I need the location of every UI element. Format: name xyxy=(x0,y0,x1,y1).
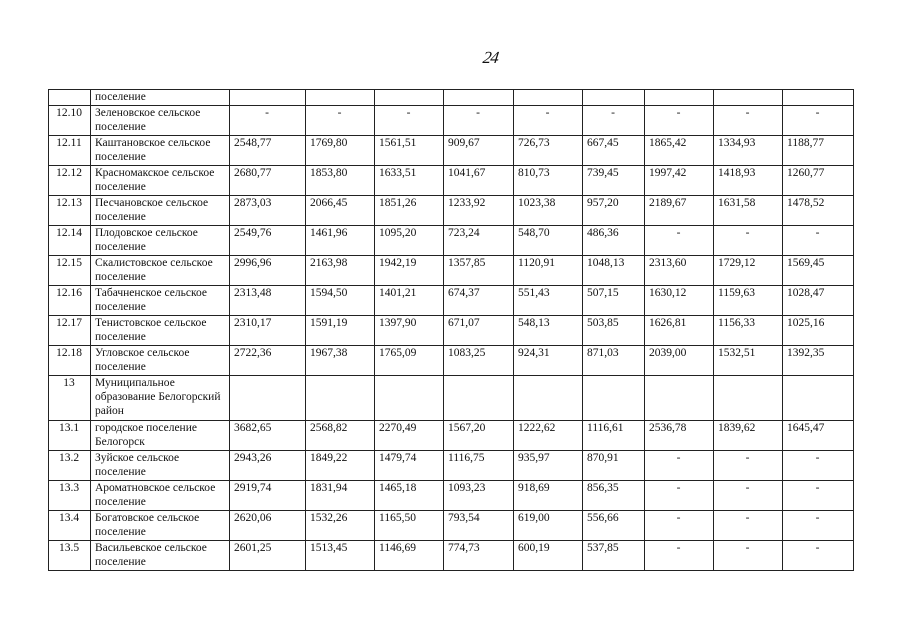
value-cell: 918,69 xyxy=(514,481,583,511)
value-cell xyxy=(230,376,306,421)
value-cell xyxy=(375,90,444,106)
value-cell: 1095,20 xyxy=(375,226,444,256)
table-row xyxy=(49,286,854,316)
table-row xyxy=(49,196,854,226)
value-cell: 1093,23 xyxy=(444,481,514,511)
table-row xyxy=(49,511,854,541)
value-cell: 1532,51 xyxy=(714,346,783,376)
value-cell: 1729,12 xyxy=(714,256,783,286)
value-cell: - xyxy=(645,481,714,511)
row-number-cell: 12.18 xyxy=(49,346,91,376)
settlement-name-cell: поселение xyxy=(91,90,230,106)
value-cell: - xyxy=(783,451,854,481)
value-cell: 739,45 xyxy=(583,166,645,196)
table-row xyxy=(49,376,854,421)
value-cell: 774,73 xyxy=(444,541,514,571)
value-cell xyxy=(514,376,583,421)
value-cell: 1334,93 xyxy=(714,136,783,166)
value-cell: 1839,62 xyxy=(714,421,783,451)
value-cell: 1392,35 xyxy=(783,346,854,376)
value-cell: 1532,26 xyxy=(306,511,375,541)
value-cell: - xyxy=(444,106,514,136)
table-row xyxy=(49,256,854,286)
value-cell: 2601,25 xyxy=(230,541,306,571)
value-cell: 870,91 xyxy=(583,451,645,481)
value-cell: 1591,19 xyxy=(306,316,375,346)
value-cell: 1849,22 xyxy=(306,451,375,481)
value-cell: 2039,00 xyxy=(645,346,714,376)
value-cell: 1997,42 xyxy=(645,166,714,196)
value-cell: 2189,67 xyxy=(645,196,714,226)
value-cell: 1561,51 xyxy=(375,136,444,166)
value-cell: - xyxy=(714,451,783,481)
value-cell: - xyxy=(645,451,714,481)
value-cell: 1116,75 xyxy=(444,451,514,481)
value-cell xyxy=(230,90,306,106)
value-cell: - xyxy=(783,106,854,136)
value-cell: - xyxy=(783,481,854,511)
value-cell: 1626,81 xyxy=(645,316,714,346)
value-cell: 2680,77 xyxy=(230,166,306,196)
value-cell: - xyxy=(645,511,714,541)
value-cell xyxy=(306,376,375,421)
value-cell xyxy=(714,90,783,106)
table-row xyxy=(49,421,854,451)
value-cell: 909,67 xyxy=(444,136,514,166)
value-cell: 726,73 xyxy=(514,136,583,166)
value-cell xyxy=(783,376,854,421)
value-cell: 1146,69 xyxy=(375,541,444,571)
value-cell xyxy=(306,90,375,106)
value-cell: - xyxy=(645,541,714,571)
row-number-cell: 12.12 xyxy=(49,166,91,196)
value-cell: 1479,74 xyxy=(375,451,444,481)
settlement-name-cell: городское поселение Белогорск xyxy=(91,421,230,451)
value-cell xyxy=(583,90,645,106)
value-cell xyxy=(714,376,783,421)
value-cell: 1831,94 xyxy=(306,481,375,511)
value-cell: 548,13 xyxy=(514,316,583,346)
value-cell: 2943,26 xyxy=(230,451,306,481)
value-cell xyxy=(645,90,714,106)
value-cell xyxy=(583,376,645,421)
table-row xyxy=(49,481,854,511)
value-cell: 2163,98 xyxy=(306,256,375,286)
value-cell: 856,35 xyxy=(583,481,645,511)
value-cell: 871,03 xyxy=(583,346,645,376)
value-cell: 1159,63 xyxy=(714,286,783,316)
value-cell: 1048,13 xyxy=(583,256,645,286)
value-cell: 935,97 xyxy=(514,451,583,481)
settlement-name-cell: Ароматновское сельское поселение xyxy=(91,481,230,511)
value-cell: 2270,49 xyxy=(375,421,444,451)
value-cell: 2722,36 xyxy=(230,346,306,376)
value-cell: 1630,12 xyxy=(645,286,714,316)
value-cell: 2548,77 xyxy=(230,136,306,166)
table-row xyxy=(49,136,854,166)
value-cell: - xyxy=(645,226,714,256)
value-cell: 1967,38 xyxy=(306,346,375,376)
value-cell: 1461,96 xyxy=(306,226,375,256)
value-cell: 667,45 xyxy=(583,136,645,166)
value-cell: 1222,62 xyxy=(514,421,583,451)
settlement-name-cell: Зеленовское сельское поселение xyxy=(91,106,230,136)
value-cell: 2568,82 xyxy=(306,421,375,451)
value-cell: 1631,58 xyxy=(714,196,783,226)
value-cell: 2549,76 xyxy=(230,226,306,256)
row-number-cell: 12.17 xyxy=(49,316,91,346)
value-cell: 1569,45 xyxy=(783,256,854,286)
value-cell: 2313,60 xyxy=(645,256,714,286)
value-cell: 1853,80 xyxy=(306,166,375,196)
value-cell: - xyxy=(375,106,444,136)
settlement-name-cell: Тенистовское сельское поселение xyxy=(91,316,230,346)
value-cell: 1028,47 xyxy=(783,286,854,316)
table-row xyxy=(49,451,854,481)
value-cell: 1025,16 xyxy=(783,316,854,346)
value-cell: - xyxy=(583,106,645,136)
settlement-name-cell: Угловское сельское поселение xyxy=(91,346,230,376)
table-row xyxy=(49,541,854,571)
settlement-name-cell: Красномакское сельское поселение xyxy=(91,166,230,196)
row-number-cell: 13.4 xyxy=(49,511,91,541)
value-cell: 671,07 xyxy=(444,316,514,346)
value-cell xyxy=(375,376,444,421)
value-cell: - xyxy=(306,106,375,136)
value-cell: 1865,42 xyxy=(645,136,714,166)
value-cell: 1513,45 xyxy=(306,541,375,571)
value-cell: 1401,21 xyxy=(375,286,444,316)
row-number-cell: 12.11 xyxy=(49,136,91,166)
value-cell: 2536,78 xyxy=(645,421,714,451)
value-cell: 2873,03 xyxy=(230,196,306,226)
value-cell: - xyxy=(783,511,854,541)
value-cell: 619,00 xyxy=(514,511,583,541)
row-number-cell: 12.14 xyxy=(49,226,91,256)
settlement-name-cell: Табачненское сельское поселение xyxy=(91,286,230,316)
value-cell: - xyxy=(645,106,714,136)
value-cell: 1156,33 xyxy=(714,316,783,346)
value-cell: 3682,65 xyxy=(230,421,306,451)
value-cell: 1418,93 xyxy=(714,166,783,196)
value-cell: - xyxy=(714,481,783,511)
value-cell: - xyxy=(230,106,306,136)
settlement-name-cell: Зуйское сельское поселение xyxy=(91,451,230,481)
value-cell: 2996,96 xyxy=(230,256,306,286)
settlement-name-cell: Плодовское сельское поселение xyxy=(91,226,230,256)
value-cell: 1188,77 xyxy=(783,136,854,166)
value-cell: 1397,90 xyxy=(375,316,444,346)
value-cell: 1478,52 xyxy=(783,196,854,226)
value-cell: 2620,06 xyxy=(230,511,306,541)
settlement-name-cell: Песчановское сельское поселение xyxy=(91,196,230,226)
value-cell: 1041,67 xyxy=(444,166,514,196)
value-cell: - xyxy=(514,106,583,136)
value-cell xyxy=(514,90,583,106)
value-cell: 957,20 xyxy=(583,196,645,226)
table-row xyxy=(49,346,854,376)
value-cell: 1165,50 xyxy=(375,511,444,541)
settlement-name-cell: Скалистовское сельское поселение xyxy=(91,256,230,286)
value-cell: 723,24 xyxy=(444,226,514,256)
value-cell: - xyxy=(714,511,783,541)
value-cell: 1023,38 xyxy=(514,196,583,226)
value-cell: 2313,48 xyxy=(230,286,306,316)
value-cell: 1465,18 xyxy=(375,481,444,511)
value-cell: 2310,17 xyxy=(230,316,306,346)
value-cell: 924,31 xyxy=(514,346,583,376)
value-cell: 1633,51 xyxy=(375,166,444,196)
value-cell: 674,37 xyxy=(444,286,514,316)
row-number-cell: 12.16 xyxy=(49,286,91,316)
settlement-name-cell: Васильевское сельское поселение xyxy=(91,541,230,571)
value-cell: 1260,77 xyxy=(783,166,854,196)
value-cell: 503,85 xyxy=(583,316,645,346)
row-number-cell: 13.5 xyxy=(49,541,91,571)
value-cell: - xyxy=(714,106,783,136)
table-row xyxy=(49,106,854,136)
value-cell: 1851,26 xyxy=(375,196,444,226)
value-cell: 556,66 xyxy=(583,511,645,541)
value-cell: - xyxy=(783,226,854,256)
page-number: 24 xyxy=(481,48,500,67)
value-cell: - xyxy=(714,541,783,571)
value-cell: 1567,20 xyxy=(444,421,514,451)
value-cell: 507,15 xyxy=(583,286,645,316)
value-cell: 548,70 xyxy=(514,226,583,256)
value-cell: 1942,19 xyxy=(375,256,444,286)
table-row xyxy=(49,316,854,346)
row-number-cell: 12.10 xyxy=(49,106,91,136)
value-cell: 1769,80 xyxy=(306,136,375,166)
value-cell: - xyxy=(783,541,854,571)
settlement-name-cell: Каштановское сельское поселение xyxy=(91,136,230,166)
value-cell xyxy=(645,376,714,421)
table-row xyxy=(49,226,854,256)
row-number-cell: 13.3 xyxy=(49,481,91,511)
row-number-cell: 12.13 xyxy=(49,196,91,226)
value-cell: 1116,61 xyxy=(583,421,645,451)
row-number-cell: 13 xyxy=(49,376,91,421)
value-cell: 2066,45 xyxy=(306,196,375,226)
value-cell: 486,36 xyxy=(583,226,645,256)
row-number-cell xyxy=(49,90,91,106)
value-cell: 1083,25 xyxy=(444,346,514,376)
value-cell: 1594,50 xyxy=(306,286,375,316)
value-cell xyxy=(444,90,514,106)
value-cell: 1233,92 xyxy=(444,196,514,226)
value-cell xyxy=(444,376,514,421)
value-cell: 1765,09 xyxy=(375,346,444,376)
row-number-cell: 13.1 xyxy=(49,421,91,451)
value-cell: 537,85 xyxy=(583,541,645,571)
row-number-cell: 12.15 xyxy=(49,256,91,286)
row-number-cell: 13.2 xyxy=(49,451,91,481)
table-row xyxy=(49,166,854,196)
settlement-name-cell: Муниципальное образование Белогорский район xyxy=(91,376,230,421)
value-cell: 1357,85 xyxy=(444,256,514,286)
value-cell: 1120,91 xyxy=(514,256,583,286)
value-cell: 2919,74 xyxy=(230,481,306,511)
value-cell xyxy=(783,90,854,106)
settlement-name-cell: Богатовское сельское поселение xyxy=(91,511,230,541)
value-cell: 810,73 xyxy=(514,166,583,196)
value-cell: 551,43 xyxy=(514,286,583,316)
value-cell: 793,54 xyxy=(444,511,514,541)
table-row xyxy=(49,90,854,106)
value-cell: 1645,47 xyxy=(783,421,854,451)
value-cell: 600,19 xyxy=(514,541,583,571)
tariff-table xyxy=(48,89,854,571)
value-cell: - xyxy=(714,226,783,256)
